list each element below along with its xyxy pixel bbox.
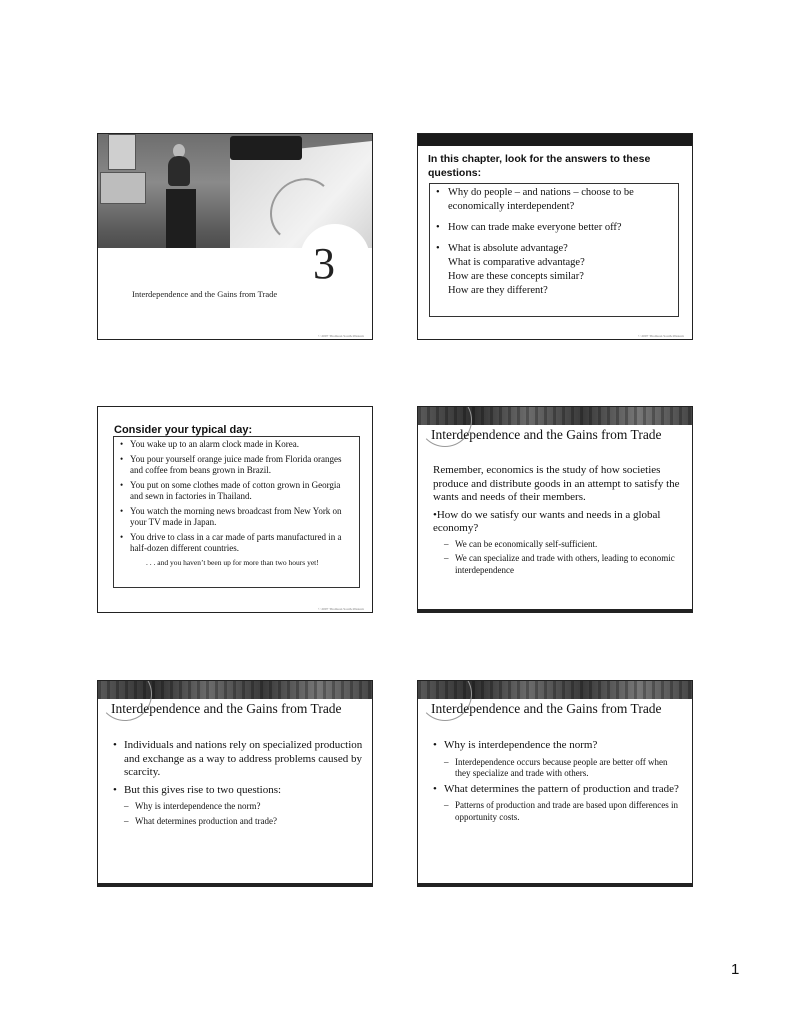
list-item: • Why do people – and nations – choose to be economically interdependent? xyxy=(436,186,672,214)
list-item: • Individuals and nations rely on specialized production and exchange as a way to address problems caused by scarcity. xyxy=(113,739,365,780)
list-item: • How can trade make everyone better off? xyxy=(436,221,672,235)
intro-text: Remember, economics is the study of how societies produce and distribute goods in an attempt to satisfy the wants and needs of their members. xyxy=(433,464,680,503)
chapter-circle xyxy=(300,224,370,294)
cow-poster xyxy=(100,172,146,204)
question-line: How are they different? xyxy=(448,285,548,296)
list-item: – Patterns of production and trade are based upon differences in opportunity costs. xyxy=(433,800,685,823)
slide-typical-day xyxy=(97,406,373,613)
list-item: • What determines the pattern of production and trade? xyxy=(433,783,685,797)
potato-poster xyxy=(108,134,136,170)
projector xyxy=(230,136,302,160)
slide-interdependence-2 xyxy=(97,680,373,887)
slide-questions xyxy=(417,133,693,340)
typical-day-box xyxy=(113,436,360,588)
questions-box xyxy=(429,183,679,317)
page-number: 1 xyxy=(731,961,740,978)
slide-title: Interdependence and the Gains from Trade xyxy=(431,701,662,716)
slide-heading: Consider your typical day: xyxy=(114,424,253,436)
list-item: • You watch the morning news broadcast from New York on your TV made in Japan. xyxy=(120,506,353,529)
slide-heading: In this chapter, look for the answers to these questions: xyxy=(428,153,651,179)
list-item: – What determines production and trade? xyxy=(113,816,365,828)
question-line: How are these concepts similar? xyxy=(448,271,584,282)
list-item: • You pour yourself orange juice made from Florida oranges and coffee from beans grown in Brazil. xyxy=(120,454,353,477)
copyright: © 2007 Thomson South-Western xyxy=(637,334,684,338)
slide-content xyxy=(433,739,685,826)
chapter-number: 3 xyxy=(313,239,335,288)
slide-title: Interdependence and the Gains from Trade xyxy=(111,701,342,716)
list-item: • Why is interdependence the norm? xyxy=(433,739,685,753)
list-item: – Interdependence occurs because people are better off when they specialize and trade with others. xyxy=(433,757,685,780)
slide-interdependence-3 xyxy=(417,680,693,887)
question-text: •How do we satisfy our wants and needs in a global economy? xyxy=(433,508,661,534)
question-line: What is comparative advantage? xyxy=(448,257,585,268)
list-item: • But this gives rise to two questions: xyxy=(113,784,365,798)
list-item: • You put on some clothes made of cotton grown in Georgia and sewn in factories in Thailand. xyxy=(120,480,353,503)
list-item: • You drive to class in a car made of parts manufactured in a half-dozen different countries. xyxy=(120,532,353,555)
lecturer xyxy=(168,156,190,186)
copyright: © 2007 Thomson South-Western xyxy=(317,607,364,611)
list-item: • You wake up to an alarm clock made in Korea. xyxy=(120,439,353,451)
slide-content xyxy=(113,739,365,830)
slide-title xyxy=(97,133,373,340)
slide-content xyxy=(433,464,685,579)
list-item: – We can be economically self-sufficient. xyxy=(433,539,685,551)
list-item: – Why is interdependence the norm? xyxy=(113,801,365,813)
tail-note: . . . and you haven’t been up for more than two hours yet! xyxy=(146,557,319,567)
list-item xyxy=(436,242,672,298)
slide-interdependence-1 xyxy=(417,406,693,613)
top-bar xyxy=(418,134,693,146)
chapter-title: Interdependence and the Gains from Trade xyxy=(132,289,278,299)
list-item: – We can specialize and trade with others, leading to economic interdependence xyxy=(433,553,685,576)
question-line: • What is absolute advantage? xyxy=(448,243,568,254)
copyright: © 2007 Thomson South-Western xyxy=(317,334,364,338)
slide-title: Interdependence and the Gains from Trade xyxy=(431,427,662,442)
